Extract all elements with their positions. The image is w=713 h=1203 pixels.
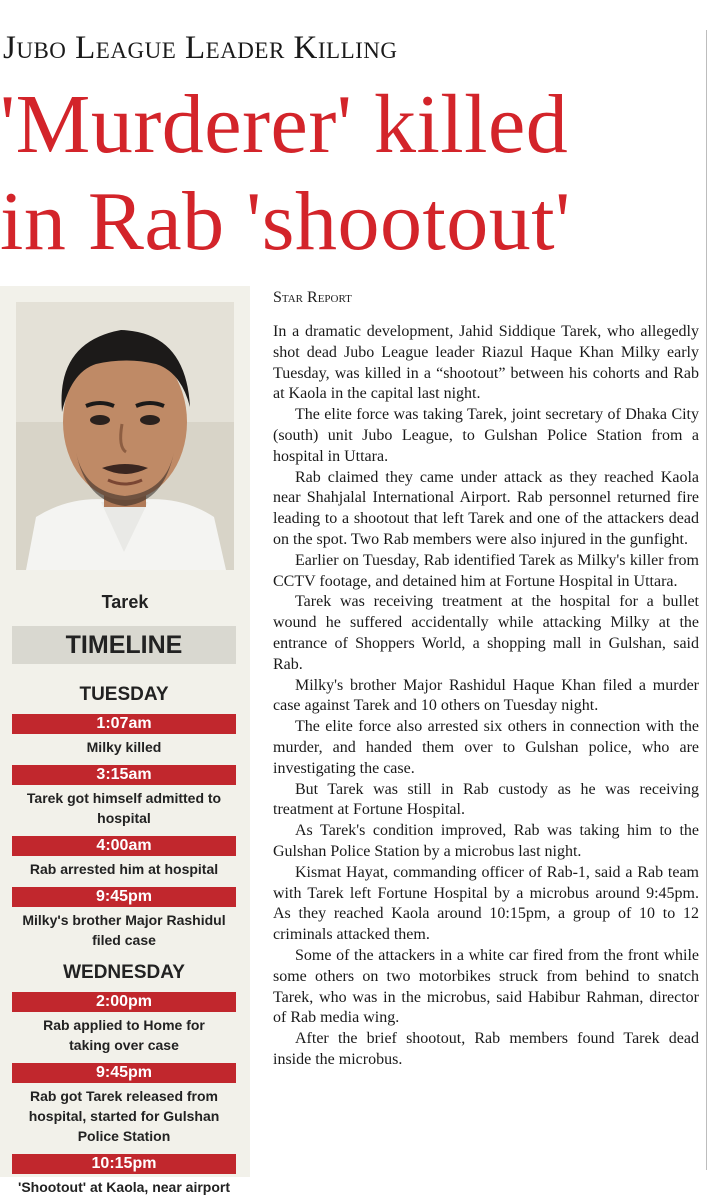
tarek-photo <box>16 302 234 570</box>
time-bar: 3:15am <box>12 765 236 785</box>
headline-line-2: in Rab 'shootout' <box>0 175 571 268</box>
portrait-illustration <box>16 302 234 570</box>
timeline-event: Tarek got himself admitted to hospital <box>26 790 222 826</box>
time-bar: 1:07am <box>12 714 236 734</box>
photo-caption: Tarek <box>101 592 149 612</box>
article-body <box>273 322 699 1071</box>
article-paragraph: Earlier on Tuesday, Rab identified Tarek as Milky's killer from CCTV footage, and detained him at Fortune Hospital in Uttara. <box>273 551 699 590</box>
day-heading-tuesday: TUESDAY <box>79 684 169 705</box>
day-heading-wednesday: WEDNESDAY <box>63 962 185 983</box>
article-paragraph: After the brief shootout, Rab members found Tarek dead inside the microbus. <box>273 1030 699 1068</box>
timeline-sidebar <box>0 286 250 1195</box>
article-paragraph: The elite force also arrested six others in connection with the murder, and handed them over to Gulshan police, who are investigating the case. <box>273 718 699 777</box>
kicker: Jubo League Leader Killing <box>3 30 398 66</box>
time-bar: 2:00pm <box>12 992 236 1012</box>
article-paragraph: Kismat Hayat, commanding officer of Rab-1, said a Rab team with Tarek left Fortune Hospital by a microbus around 9:45pm. As they reached Kaola around 10:15pm, a group of 10 to 12 criminals attacked them. <box>273 863 699 944</box>
time-bar: 10:15pm <box>12 1154 236 1174</box>
article-paragraph: As Tarek's condition improved, Rab was taking him to the Gulshan Police Station by a microbus last night. <box>273 822 699 860</box>
headline-line-1: 'Murderer' killed <box>0 78 569 171</box>
timeline-event: Milky's brother Major Rashidul filed case <box>22 912 226 948</box>
article-paragraph: But Tarek was still in Rab custody as he was receiving treatment at Fortune Hospital. <box>273 780 699 819</box>
timeline-title: TIMELINE <box>12 626 236 664</box>
timeline-list <box>12 678 236 1203</box>
timeline-event: Rab got Tarek released from hospital, started for Gulshan Police Station <box>28 1088 220 1144</box>
article-paragraph: Milky's brother Major Rashidul Haque Khan filed a murder case against Tarek and 10 others on Tuesday night. <box>273 676 699 715</box>
time-bar: 4:00am <box>12 836 236 856</box>
time-bar: 9:45pm <box>12 1063 236 1083</box>
headline <box>0 76 713 270</box>
timeline-event: Milky killed <box>86 739 162 755</box>
byline: Star Report <box>273 289 352 306</box>
timeline-event: Rab applied to Home for taking over case <box>43 1017 205 1053</box>
article-paragraph: Some of the attackers in a white car fired from the front while some others on two motorbikes struck from behind to snatch Tarek, who was in the microbus, said Habibur Rahman, director of Rab media wing. <box>273 946 699 1027</box>
article-paragraph: The elite force was taking Tarek, joint secretary of Dhaka City (south) unit Jubo League, to Gulshan Police Station from a hospital in Uttara. <box>273 406 699 465</box>
article-paragraph: Tarek was receiving treatment at the hospital for a bullet wound he suffered accidentally while attacking Milky at the entrance of Shoppers World, a shopping mall in Gulshan, said Rab. <box>273 593 699 673</box>
timeline-event: Rab arrested him at hospital <box>29 861 219 877</box>
time-bar: 9:45pm <box>12 887 236 907</box>
article-paragraph: In a dramatic development, Jahid Siddique Tarek, who allegedly shot dead Jubo League leader Riazul Haque Khan Milky early Tuesday, was killed in a “shootout” between his cohorts and Rab at Kaola in the capital last night. <box>273 323 699 403</box>
article-paragraph: Rab claimed they came under attack as they reached Kaola near Shahjalal International Airport. Rab personnel returned fire leading to a shootout that left Tarek and one of the attackers dead on the spot. Two Rab members were also injured in the gunfight. <box>273 468 699 548</box>
timeline-event: 'Shootout' at Kaola, near airport <box>17 1179 230 1195</box>
